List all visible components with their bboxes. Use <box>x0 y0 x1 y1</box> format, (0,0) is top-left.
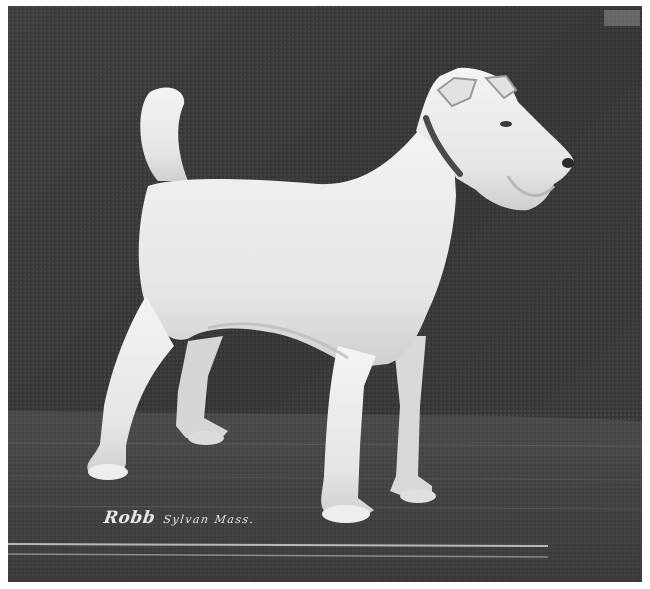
signature-place: Sylvan Mass. <box>162 513 256 526</box>
photograph <box>8 6 642 582</box>
photographer-signature <box>103 508 257 528</box>
corner-mark <box>604 10 640 26</box>
photo-illustration <box>8 6 642 582</box>
signature-name: Robb <box>102 508 157 528</box>
